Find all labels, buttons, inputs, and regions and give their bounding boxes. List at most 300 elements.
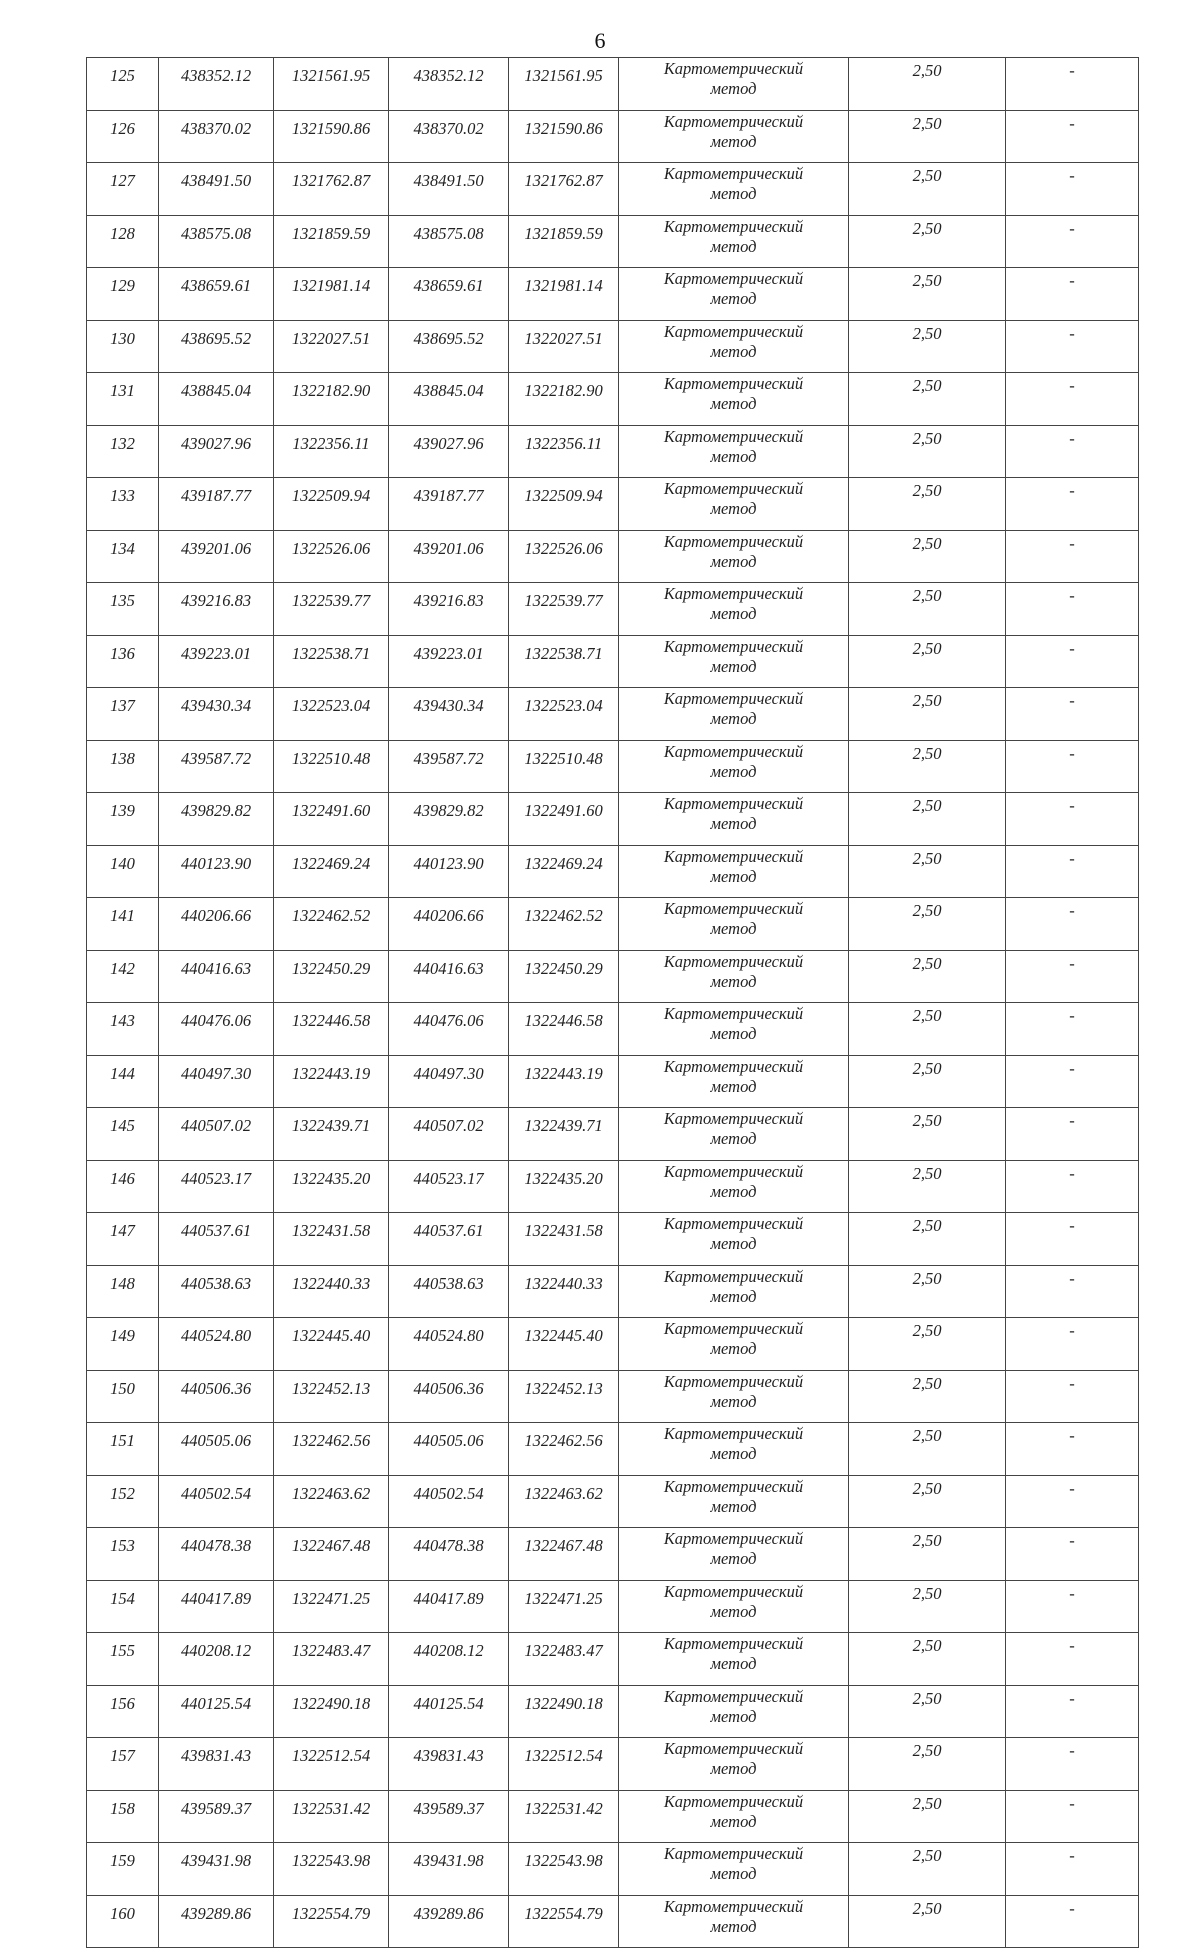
method-line2: метод [710,236,757,256]
formula-cell: - [1006,530,1139,583]
x-existing-cell: 439589.37 [159,1790,274,1843]
method-line1: Картометрический [663,584,804,603]
accuracy-cell: 2,50 [849,1843,1006,1896]
x-existing-cell: 438659.61 [159,268,274,321]
y-existing-cell: 1322491.60 [274,793,389,846]
y-existing-cell: 1322510.48 [274,740,389,793]
method-line2: метод [710,1811,757,1831]
method-line1: Картометрический [663,1791,804,1811]
point-number-cell: 136 [87,635,159,688]
formula-cell: - [1006,1055,1139,1108]
table-row [87,1003,1139,1056]
method-line2: метод [710,131,757,151]
method-cell [619,58,849,111]
formula-cell: - [1006,215,1139,268]
method-line2: метод [710,709,757,728]
method-cell [619,1003,849,1056]
x-refined-cell: 440478.38 [389,1528,509,1581]
table-row [87,1580,1139,1633]
x-refined-cell: 439589.37 [389,1790,509,1843]
method-line2: метод [710,1601,757,1621]
point-number-cell: 143 [87,1003,159,1056]
y-refined-cell: 1322526.06 [509,530,619,583]
accuracy-cell: 2,50 [849,635,1006,688]
y-existing-cell: 1322356.11 [274,425,389,478]
method-cell [619,740,849,793]
formula-cell: - [1006,1370,1139,1423]
y-existing-cell: 1321762.87 [274,163,389,216]
method-line2: метод [710,394,757,413]
x-refined-cell: 439223.01 [389,635,509,688]
point-number-cell: 134 [87,530,159,583]
method-cell [619,1528,849,1581]
formula-cell: - [1006,1738,1139,1791]
y-existing-cell: 1322450.29 [274,950,389,1003]
x-refined-cell: 438659.61 [389,268,509,321]
accuracy-cell: 2,50 [849,1055,1006,1108]
x-existing-cell: 440524.80 [159,1318,274,1371]
table-row [87,1108,1139,1161]
y-existing-cell: 1322490.18 [274,1685,389,1738]
x-refined-cell: 440476.06 [389,1003,509,1056]
y-refined-cell: 1322462.52 [509,898,619,951]
method-cell [619,1160,849,1213]
formula-cell: - [1006,1423,1139,1476]
method-line1: Картометрический [663,1214,804,1233]
y-existing-cell: 1322523.04 [274,688,389,741]
accuracy-cell: 2,50 [849,425,1006,478]
point-number-cell: 135 [87,583,159,636]
y-refined-cell: 1322027.51 [509,320,619,373]
method-cell [619,1475,849,1528]
method-line2: метод [710,1391,757,1411]
accuracy-cell: 2,50 [849,163,1006,216]
x-existing-cell: 440478.38 [159,1528,274,1581]
x-refined-cell: 439216.83 [389,583,509,636]
point-number-cell: 127 [87,163,159,216]
x-refined-cell: 439829.82 [389,793,509,846]
formula-cell: - [1006,1003,1139,1056]
method-line1: Картометрический [663,689,804,708]
x-existing-cell: 440537.61 [159,1213,274,1266]
y-existing-cell: 1321859.59 [274,215,389,268]
method-line2: метод [710,1024,757,1043]
y-refined-cell: 1321859.59 [509,215,619,268]
y-existing-cell: 1322467.48 [274,1528,389,1581]
method-line2: метод [710,971,757,991]
formula-cell: - [1006,1213,1139,1266]
y-existing-cell: 1322543.98 [274,1843,389,1896]
formula-cell: - [1006,583,1139,636]
y-existing-cell: 1321981.14 [274,268,389,321]
method-cell [619,688,849,741]
x-refined-cell: 438695.52 [389,320,509,373]
method-line2: метод [710,1076,757,1096]
accuracy-cell: 2,50 [849,740,1006,793]
y-existing-cell: 1321590.86 [274,110,389,163]
y-existing-cell: 1322538.71 [274,635,389,688]
point-number-cell: 131 [87,373,159,426]
accuracy-cell: 2,50 [849,1160,1006,1213]
method-cell [619,268,849,321]
method-line2: метод [710,1181,757,1201]
method-cell [619,1055,849,1108]
accuracy-cell: 2,50 [849,845,1006,898]
method-cell [619,1370,849,1423]
x-refined-cell: 440125.54 [389,1685,509,1738]
accuracy-cell: 2,50 [849,110,1006,163]
accuracy-cell: 2,50 [849,1108,1006,1161]
method-line2: метод [710,341,757,361]
x-refined-cell: 438352.12 [389,58,509,111]
method-line1: Картометрический [663,1529,804,1548]
method-cell [619,373,849,426]
coordinates-table [86,57,1139,1948]
y-refined-cell: 1322435.20 [509,1160,619,1213]
y-existing-cell: 1322469.24 [274,845,389,898]
y-refined-cell: 1322509.94 [509,478,619,531]
y-existing-cell: 1322554.79 [274,1895,389,1948]
point-number-cell: 148 [87,1265,159,1318]
x-existing-cell: 438370.02 [159,110,274,163]
point-number-cell: 128 [87,215,159,268]
table-row [87,1528,1139,1581]
point-number-cell: 140 [87,845,159,898]
method-line1: Картометрический [663,741,804,761]
table-row [87,845,1139,898]
x-existing-cell: 438491.50 [159,163,274,216]
y-refined-cell: 1322467.48 [509,1528,619,1581]
y-existing-cell: 1322483.47 [274,1633,389,1686]
table-row [87,950,1139,1003]
accuracy-cell: 2,50 [849,688,1006,741]
table-row [87,635,1139,688]
formula-cell: - [1006,1895,1139,1948]
method-line1: Картометрический [663,1319,804,1338]
x-refined-cell: 440506.36 [389,1370,509,1423]
point-number-cell: 160 [87,1895,159,1948]
accuracy-cell: 2,50 [849,268,1006,321]
x-refined-cell: 440123.90 [389,845,509,898]
table-row [87,1475,1139,1528]
x-refined-cell: 438575.08 [389,215,509,268]
y-refined-cell: 1322539.77 [509,583,619,636]
formula-cell: - [1006,950,1139,1003]
y-existing-cell: 1322471.25 [274,1580,389,1633]
y-existing-cell: 1322446.58 [274,1003,389,1056]
accuracy-cell: 2,50 [849,1738,1006,1791]
method-line1: Картометрический [663,1371,804,1391]
method-line1: Картометрический [663,636,804,656]
y-refined-cell: 1322469.24 [509,845,619,898]
method-cell [619,1895,849,1948]
method-line2: метод [710,1706,757,1726]
method-line1: Картометрический [663,1056,804,1076]
y-refined-cell: 1322471.25 [509,1580,619,1633]
method-cell [619,950,849,1003]
method-line1: Картометрический [663,111,804,131]
x-refined-cell: 440497.30 [389,1055,509,1108]
x-existing-cell: 439831.43 [159,1738,274,1791]
x-existing-cell: 440523.17 [159,1160,274,1213]
table-row [87,1055,1139,1108]
formula-cell: - [1006,268,1139,321]
method-cell [619,1318,849,1371]
formula-cell: - [1006,1843,1139,1896]
method-line2: метод [710,184,757,203]
y-existing-cell: 1322440.33 [274,1265,389,1318]
accuracy-cell: 2,50 [849,320,1006,373]
y-existing-cell: 1322531.42 [274,1790,389,1843]
x-existing-cell: 438575.08 [159,215,274,268]
accuracy-cell: 2,50 [849,530,1006,583]
point-number-cell: 142 [87,950,159,1003]
y-refined-cell: 1322538.71 [509,635,619,688]
table-row [87,1685,1139,1738]
x-existing-cell: 440125.54 [159,1685,274,1738]
accuracy-cell: 2,50 [849,478,1006,531]
x-refined-cell: 439430.34 [389,688,509,741]
y-refined-cell: 1322531.42 [509,1790,619,1843]
point-number-cell: 138 [87,740,159,793]
table-row [87,1790,1139,1843]
method-line2: метод [710,1549,757,1568]
method-line2: метод [710,1496,757,1516]
method-line2: метод [710,1129,757,1148]
x-refined-cell: 440507.02 [389,1108,509,1161]
x-refined-cell: 440538.63 [389,1265,509,1318]
table-row [87,1895,1139,1948]
y-refined-cell: 1322450.29 [509,950,619,1003]
point-number-cell: 156 [87,1685,159,1738]
formula-cell: - [1006,110,1139,163]
y-refined-cell: 1322440.33 [509,1265,619,1318]
point-number-cell: 139 [87,793,159,846]
method-line1: Картометрический [663,1109,804,1128]
method-line2: метод [710,1286,757,1306]
y-refined-cell: 1322490.18 [509,1685,619,1738]
y-refined-cell: 1322543.98 [509,1843,619,1896]
y-refined-cell: 1322439.71 [509,1108,619,1161]
y-existing-cell: 1322463.62 [274,1475,389,1528]
y-refined-cell: 1322491.60 [509,793,619,846]
y-refined-cell: 1322182.90 [509,373,619,426]
point-number-cell: 145 [87,1108,159,1161]
point-number-cell: 147 [87,1213,159,1266]
table-row [87,373,1139,426]
formula-cell: - [1006,1528,1139,1581]
table-row [87,215,1139,268]
table-row [87,793,1139,846]
x-existing-cell: 439223.01 [159,635,274,688]
table-row [87,1633,1139,1686]
accuracy-cell: 2,50 [849,373,1006,426]
method-line2: метод [710,761,757,781]
method-line1: Картометрический [663,164,804,183]
y-existing-cell: 1322462.56 [274,1423,389,1476]
method-line1: Картометрический [663,1844,804,1863]
method-line1: Картометрический [663,846,804,866]
table-row [87,530,1139,583]
x-existing-cell: 440506.36 [159,1370,274,1423]
y-refined-cell: 1322446.58 [509,1003,619,1056]
table-row [87,1738,1139,1791]
method-cell [619,1265,849,1318]
accuracy-cell: 2,50 [849,1003,1006,1056]
method-line1: Картометрический [663,269,804,288]
method-line2: метод [710,1759,757,1778]
method-line1: Картометрический [663,1686,804,1706]
y-existing-cell: 1322509.94 [274,478,389,531]
y-existing-cell: 1322445.40 [274,1318,389,1371]
y-existing-cell: 1321561.95 [274,58,389,111]
formula-cell: - [1006,1318,1139,1371]
x-existing-cell: 439027.96 [159,425,274,478]
point-number-cell: 155 [87,1633,159,1686]
x-existing-cell: 440416.63 [159,950,274,1003]
y-existing-cell: 1322462.52 [274,898,389,951]
method-cell [619,1423,849,1476]
point-number-cell: 129 [87,268,159,321]
x-existing-cell: 440505.06 [159,1423,274,1476]
method-cell [619,1213,849,1266]
point-number-cell: 125 [87,58,159,111]
x-existing-cell: 439187.77 [159,478,274,531]
accuracy-cell: 2,50 [849,898,1006,951]
method-cell [619,1685,849,1738]
method-cell [619,635,849,688]
x-existing-cell: 440502.54 [159,1475,274,1528]
method-cell [619,320,849,373]
table-row [87,425,1139,478]
method-line2: метод [710,1339,757,1358]
x-refined-cell: 440208.12 [389,1633,509,1686]
formula-cell: - [1006,898,1139,951]
method-line2: метод [710,79,757,98]
x-existing-cell: 439289.86 [159,1895,274,1948]
formula-cell: - [1006,1580,1139,1633]
x-refined-cell: 440537.61 [389,1213,509,1266]
x-existing-cell: 440476.06 [159,1003,274,1056]
x-refined-cell: 440502.54 [389,1475,509,1528]
table-row [87,1265,1139,1318]
method-line2: метод [710,446,757,466]
method-cell [619,1738,849,1791]
y-existing-cell: 1322431.58 [274,1213,389,1266]
method-cell [619,215,849,268]
y-refined-cell: 1321981.14 [509,268,619,321]
accuracy-cell: 2,50 [849,1580,1006,1633]
point-number-cell: 132 [87,425,159,478]
table-row [87,1843,1139,1896]
method-cell [619,110,849,163]
accuracy-cell: 2,50 [849,1528,1006,1581]
point-number-cell: 154 [87,1580,159,1633]
table-row [87,1370,1139,1423]
method-line1: Картометрический [663,1266,804,1286]
y-existing-cell: 1322526.06 [274,530,389,583]
y-existing-cell: 1322435.20 [274,1160,389,1213]
point-number-cell: 141 [87,898,159,951]
accuracy-cell: 2,50 [849,1633,1006,1686]
x-existing-cell: 438352.12 [159,58,274,111]
x-existing-cell: 440123.90 [159,845,274,898]
y-existing-cell: 1322027.51 [274,320,389,373]
y-existing-cell: 1322182.90 [274,373,389,426]
x-refined-cell: 439187.77 [389,478,509,531]
method-line2: метод [710,604,757,623]
table-row [87,583,1139,636]
y-existing-cell: 1322539.77 [274,583,389,636]
y-refined-cell: 1322554.79 [509,1895,619,1948]
point-number-cell: 130 [87,320,159,373]
method-line1: Картометрический [663,794,804,813]
method-line1: Картометрический [663,216,804,236]
formula-cell: - [1006,478,1139,531]
method-cell [619,1633,849,1686]
y-refined-cell: 1322356.11 [509,425,619,478]
method-line2: метод [710,551,757,571]
coordinates-table-body [87,58,1139,1948]
formula-cell: - [1006,425,1139,478]
method-cell [619,1790,849,1843]
x-refined-cell: 439027.96 [389,425,509,478]
method-line1: Картометрический [663,1634,804,1653]
y-existing-cell: 1322443.19 [274,1055,389,1108]
point-number-cell: 137 [87,688,159,741]
y-refined-cell: 1322443.19 [509,1055,619,1108]
x-existing-cell: 440417.89 [159,1580,274,1633]
formula-cell: - [1006,1108,1139,1161]
x-refined-cell: 439201.06 [389,530,509,583]
table-row [87,740,1139,793]
method-line2: метод [710,1864,757,1883]
method-line1: Картометрический [663,951,804,971]
point-number-cell: 149 [87,1318,159,1371]
x-existing-cell: 439431.98 [159,1843,274,1896]
x-existing-cell: 438845.04 [159,373,274,426]
method-line1: Картометрический [663,1896,804,1916]
method-line2: метод [710,1654,757,1673]
table-row [87,1318,1139,1371]
table-row [87,1160,1139,1213]
method-line1: Картометрический [663,1739,804,1758]
accuracy-cell: 2,50 [849,950,1006,1003]
formula-cell: - [1006,58,1139,111]
y-refined-cell: 1322483.47 [509,1633,619,1686]
table-row [87,1213,1139,1266]
method-line1: Картометрический [663,1581,804,1601]
x-refined-cell: 438370.02 [389,110,509,163]
x-existing-cell: 439201.06 [159,530,274,583]
method-cell [619,1580,849,1633]
x-existing-cell: 438695.52 [159,320,274,373]
method-cell [619,898,849,951]
formula-cell: - [1006,1475,1139,1528]
method-cell [619,478,849,531]
formula-cell: - [1006,1685,1139,1738]
method-cell [619,583,849,636]
page-number: 6 [594,28,606,53]
method-line2: метод [710,814,757,833]
x-refined-cell: 440524.80 [389,1318,509,1371]
table-row [87,688,1139,741]
point-number-cell: 151 [87,1423,159,1476]
method-line1: Картометрический [663,59,804,78]
x-refined-cell: 439289.86 [389,1895,509,1948]
method-line2: метод [710,656,757,676]
table-row [87,110,1139,163]
